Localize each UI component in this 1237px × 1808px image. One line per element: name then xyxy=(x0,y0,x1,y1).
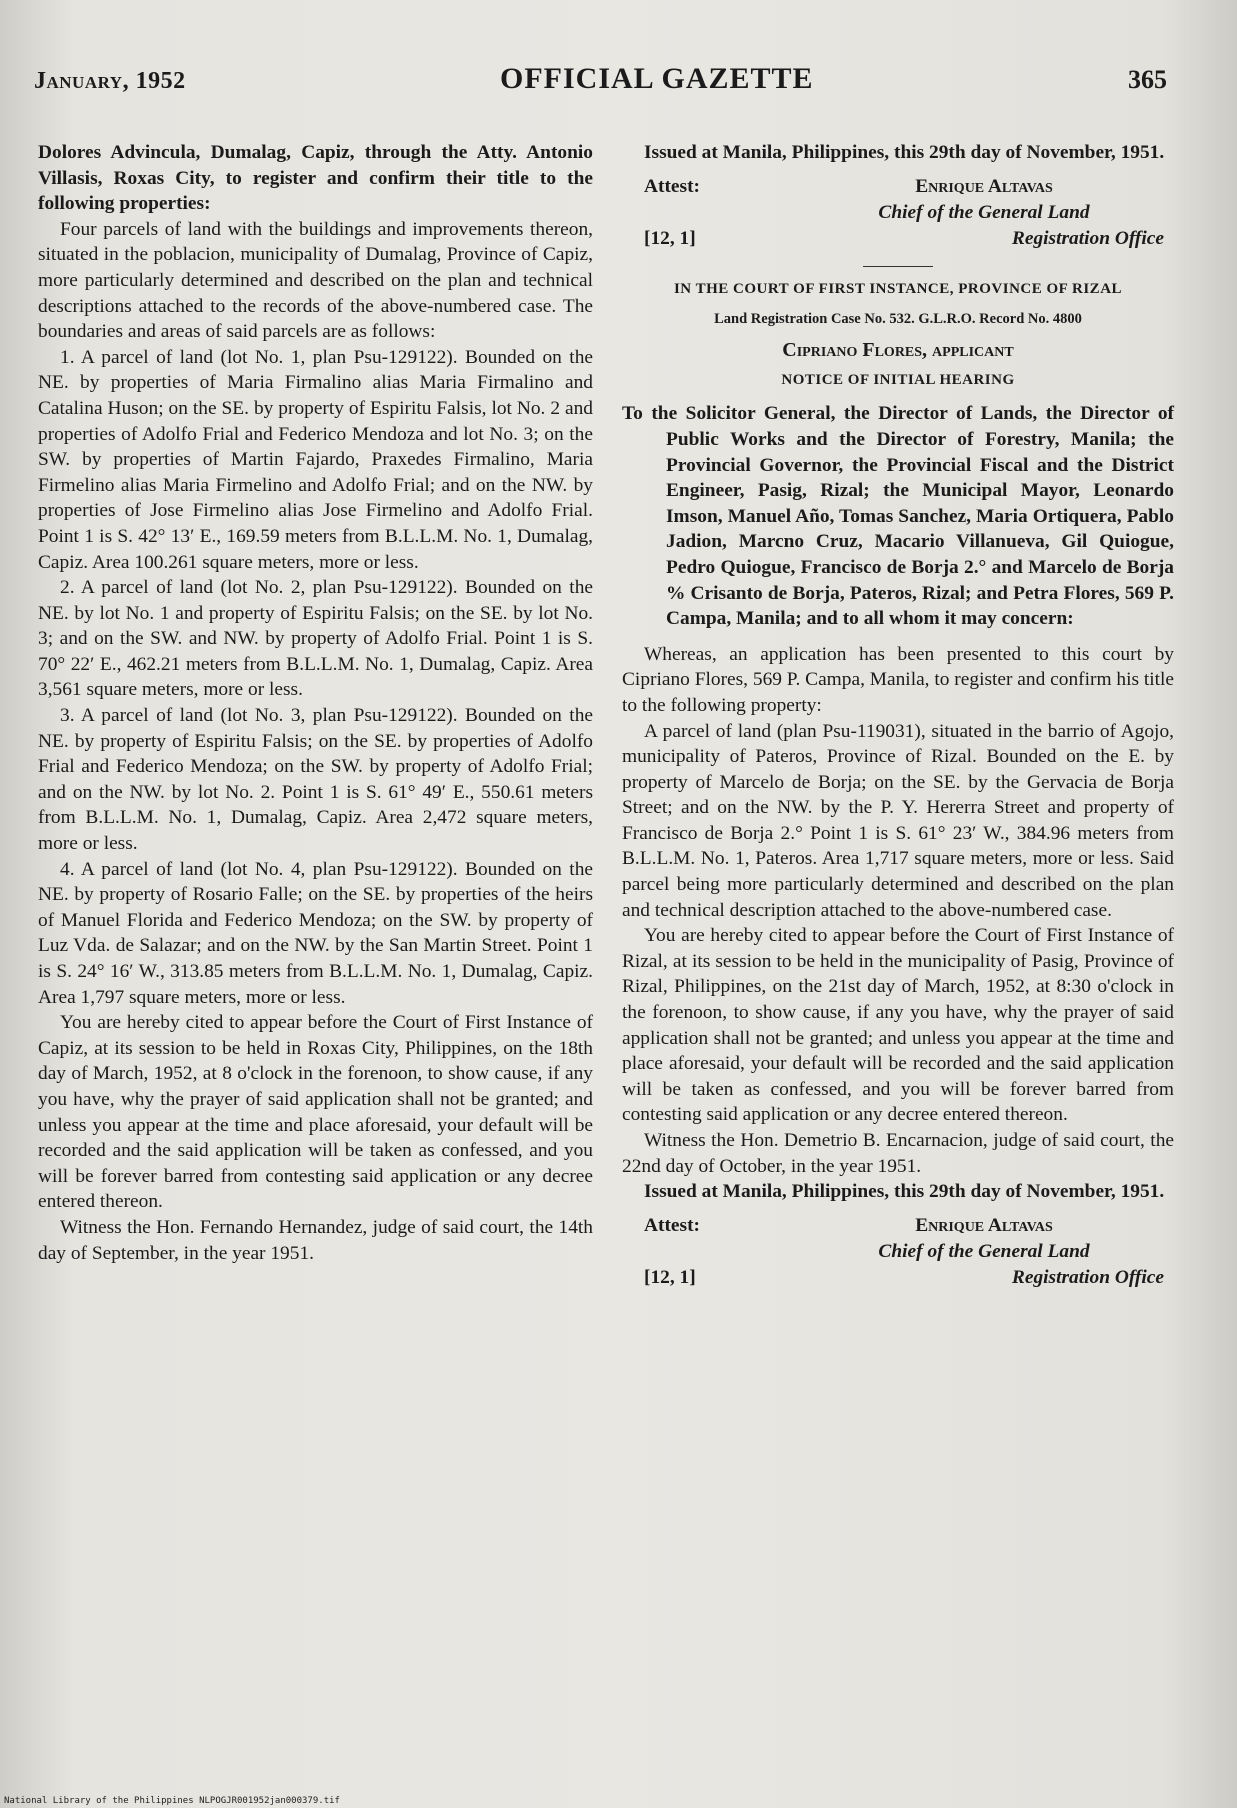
issued-paragraph-2: Issued at Manila, Philippines, this 29th day of November, 1951. xyxy=(644,1181,1165,1203)
page-header xyxy=(34,62,1167,102)
header-page-number: 365 xyxy=(1128,65,1167,94)
notice-heading: NOTICE OF INITIAL HEARING xyxy=(781,371,1015,388)
attest-ref-2: [12, 1] xyxy=(644,1266,696,1288)
applicant-line: Cipriano Flores, applicant xyxy=(782,339,1014,362)
issued-paragraph: Issued at Manila, Philippines, this 29th day of November, 1951. xyxy=(644,142,1165,163)
section-divider xyxy=(863,266,933,267)
parcel-paragraph: A parcel of land (plan Psu-119031), situated in the barrio of Agojo, municipality of Pateros, Province of Rizal. Bounded on the E. by property of Marcelo de Borja; on the SE. by the Gervacia de Borja Street; and on the NW. by the P. Y. Hererra Street and property of Francisco de Borja 2.° Point 1 is S. 61° 23′ W., 384.96 meters from B.L.L.M. No. 1, Pateros. Area 1,717 square meters, more or less. Said parcel being more particularly determined and described on the plan and technical description attached to the above-numbered case. xyxy=(622,720,1174,921)
court-heading: IN THE COURT OF FIRST INSTANCE, PROVINCE OF RIZAL xyxy=(673,280,1123,297)
attest-office: Registration Office xyxy=(1011,227,1164,249)
attest-label-2: Attest: xyxy=(644,1214,700,1236)
cited-paragraph: You are hereby cited to appear before the Court of First Instance of Capiz, at its session to be held in Roxas City, Philippines, on the 18th day of March, 1952, at 8 o'clock in the forenoon, to show cause, if any you have, why the prayer of said application shall not be granted; and unless you appear at the time and place aforesaid, your default will be recorded and the said application will be taken as confessed, and you will be forever barred from contesting said application or any decree entered thereon. xyxy=(38,1012,593,1213)
header-date: January, 1952 xyxy=(34,68,186,94)
case-number: Land Registration Case No. 532. G.L.R.O. Record No. 4800 xyxy=(714,310,1082,327)
left-column xyxy=(38,140,593,1266)
scan-footer: National Library of the Philippines NLPOGJR001952jan000379.tif xyxy=(4,1796,340,1806)
attest-block xyxy=(644,174,1174,252)
intro-paragraph: Dolores Advincula, Dumalag, Capiz, through the Atty. Antonio Villasis, Roxas City, to register and confirm their title to the following properties: xyxy=(38,142,593,215)
lot-1-paragraph: 1. A parcel of land (lot No. 1, plan Psu-129122). Bounded on the NE. by properties of Maria Firmalino alias Maria Firmalino and Catalina Huson; on the SE. by property of Espiritu Falsis, lot No. 2 and properties of Adolfo Frial and Federico Mendoza and lot No. 3; on the SW. by properties of Martin Fajardo, Praxedes Firmalino, Maria Firmelino alias Maria Firmelino and Adolfo Frial; and on the NW. by properties of Jose Firmelino alias Jose Firmelino and Adolfo Frial. Point 1 is S. 42° 13′ E., 169.59 meters from B.L.L.M. No. 1, Dumalag, Capiz. Area 100.261 square meters, more or less. xyxy=(38,346,593,573)
witness-paragraph: Witness the Hon. Fernando Hernandez, judge of said court, the 14th day of September, in the year 1951. xyxy=(38,1216,593,1264)
attest-name-2: Enrique Altavas xyxy=(915,1214,1053,1236)
right-column xyxy=(622,140,1174,1291)
addressees-paragraph: To the Solicitor General, the Director of Lands, the Director of Public Works and the Director of Forestry, Manila; the Provincial Governor, the Provincial Fiscal and the District Engineer, Pasig, Rizal; the Municipal Mayor, Leonardo Imson, Manuel Año, Tomas Sanchez, Maria Ortiquera, Pablo Jadion, Marcno Cruz, Macario Villanueva, Gil Quiogue, Pedro Quiogue, Francisco de Borja 2.° and Marcelo de Borja % Crisanto de Borja, Pateros, Rizal; and Petra Flores, 569 P. Campa, Manila; and to all whom it may concern: xyxy=(622,403,1174,630)
lot-3-paragraph: 3. A parcel of land (lot No. 3, plan Psu-129122). Bounded on the NE. by property of Espiritu Falsis; on the SE. by properties of Adolfo Frial and Federico Mendoza; on the SW. by property of Adolfo Frial; and on the NW. by lot No. 2. Point 1 is S. 61° 49′ E., 550.61 meters from B.L.L.M. No. 1, Dumalag, Capiz. Area 2,472 square meters, more or less. xyxy=(38,705,593,855)
parcels-paragraph: Four parcels of land with the buildings and improvements thereon, situated in the poblacion, municipality of Dumalag, Province of Capiz, more particularly determined and described on the plan and technical descriptions attached to the records of the above-numbered case. The boundaries and areas of said parcels are as follows: xyxy=(38,218,593,343)
lot-4-paragraph: 4. A parcel of land (lot No. 4, plan Psu-129122). Bounded on the NE. by property of Rosario Falle; on the SE. by properties of the heirs of Manuel Florida and Federico Mendoza; on the SW. by property of Luz Vda. de Salazar; and on the NW. by the San Martin Street. Point 1 is S. 24° 16′ W., 313.85 meters from B.L.L.M. No. 1, Dumalag, Capiz. Area 1,797 square meters, more or less. xyxy=(38,858,593,1008)
attest-block-2 xyxy=(644,1213,1174,1291)
lot-2-paragraph: 2. A parcel of land (lot No. 2, plan Psu-129122). Bounded on the NE. by lot No. 1 and property of Espiritu Falsis; on the SE. by lot No. 3; and on the SW. and NW. by property of Adolfo Frial. Point 1 is S. 70° 22′ E., 462.21 meters from B.L.L.M. No. 1, Dumalag, Capiz. Area 3,561 square meters, more or less. xyxy=(38,577,593,701)
attest-label: Attest: xyxy=(644,175,700,197)
attest-title-2: Chief of the General Land xyxy=(878,1240,1090,1262)
cited-paragraph-right: You are hereby cited to appear before the Court of First Instance of Rizal, at its session to be held in the municipality of Pasig, Province of Rizal, Philippines, on the 21st day of March, 1952, at 8:30 o'clock in the forenoon, to show cause, if any you have, why the prayer of said application shall not be granted; and unless you appear at the time and place aforesaid, your default will be recorded and the said application will be taken as confessed, and you will be forever barred from contesting said application or any decree entered thereon. xyxy=(622,925,1174,1126)
attest-ref: [12, 1] xyxy=(644,227,696,249)
attest-office-2: Registration Office xyxy=(1011,1266,1164,1288)
attest-title: Chief of the General Land xyxy=(878,201,1090,223)
witness-paragraph-right: Witness the Hon. Demetrio B. Encarnacion, judge of said court, the 22nd day of October, in the year 1951. xyxy=(622,1130,1174,1177)
attest-name: Enrique Altavas xyxy=(915,175,1053,197)
whereas-paragraph: Whereas, an application has been presented to this court by Cipriano Flores, 569 P. Campa, Manila, to register and confirm his title to the following property: xyxy=(622,643,1175,716)
header-title: OFFICIAL GAZETTE xyxy=(500,62,814,95)
